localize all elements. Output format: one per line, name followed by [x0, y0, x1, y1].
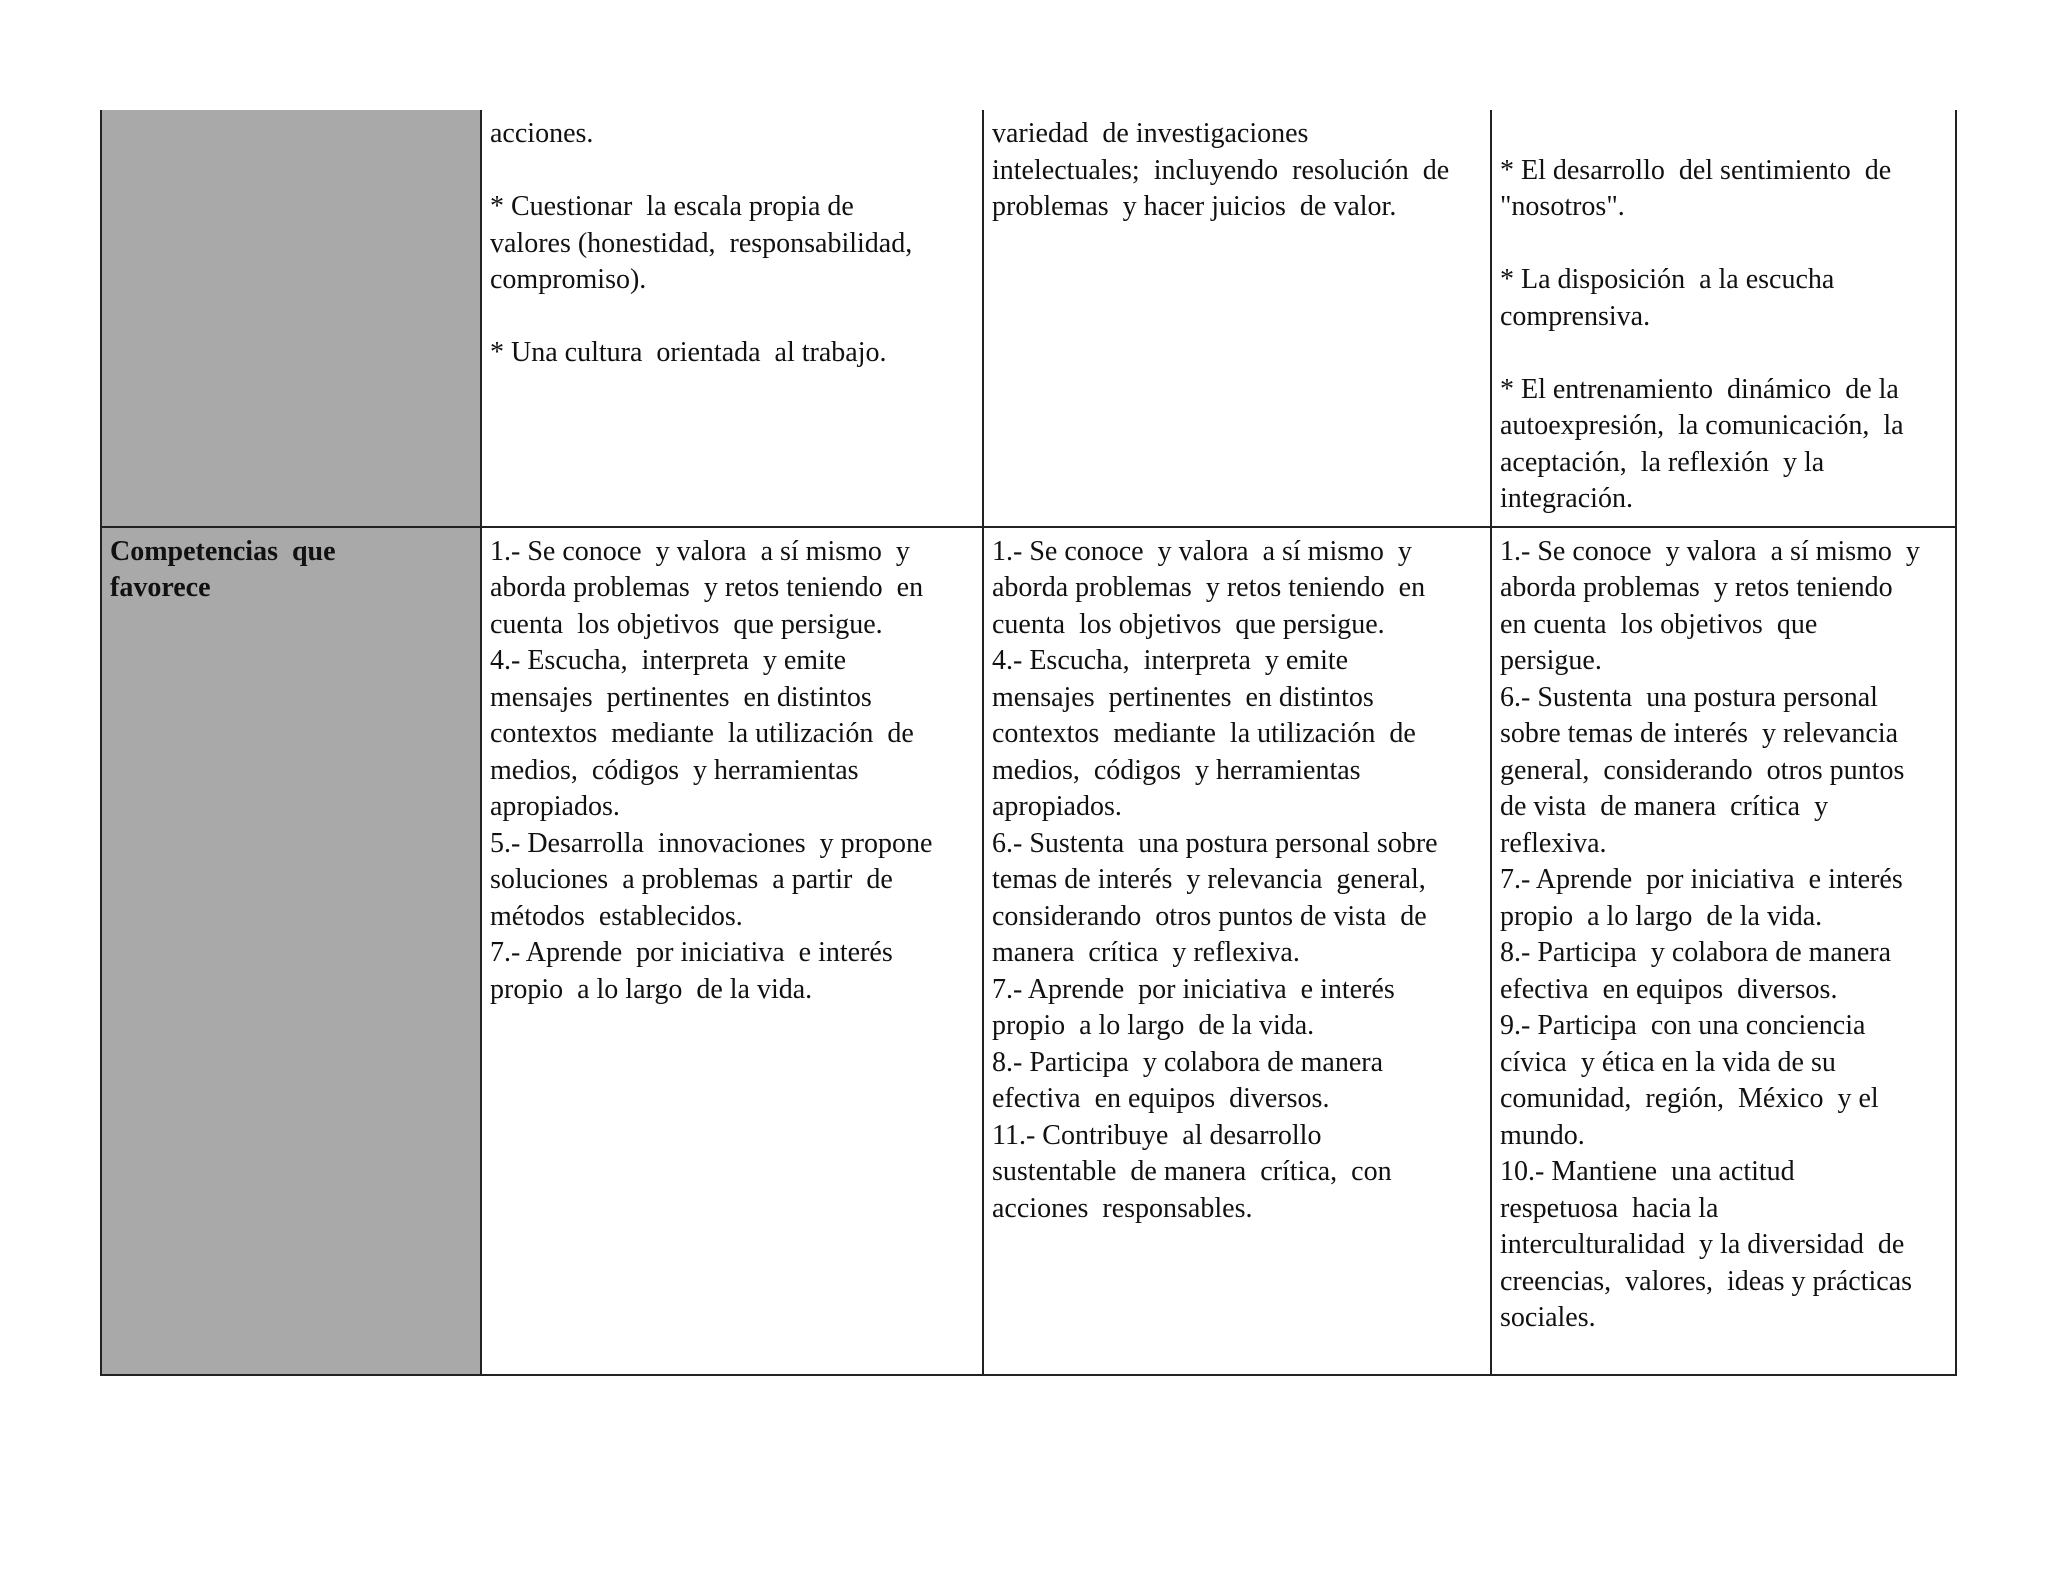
text-line: creencias, valores, ideas y prácticas [1500, 1265, 1913, 1297]
text-line: comunidad, región, México y el [1500, 1083, 1879, 1114]
text-line: 5.- Desarrolla innovaciones y propone [490, 827, 933, 859]
text-line: apropiados. [992, 791, 1122, 822]
text-line: aborda problemas y retos teniendo [1500, 572, 1893, 603]
text-line: interculturalidad y la diversidad de [1500, 1229, 1905, 1260]
text-line: 7.- Aprende por iniciativa e interés [490, 937, 893, 968]
text-line: aborda problemas y retos teniendo en [992, 572, 1426, 603]
text-line: considerando otros puntos de vista de [992, 900, 1427, 932]
row-label-competencias [101, 527, 481, 1375]
blank-line [1500, 116, 1945, 153]
text-line: "nosotros". [1500, 191, 1625, 222]
text-line: 10.- Mantiene una actitud [1500, 1156, 1795, 1187]
text-line: sobre temas de interés y relevancia [1500, 718, 1899, 749]
text-line: autoexpresión, la comunicación, la [1500, 410, 1904, 441]
text-line: 1.- Se conoce y valora a sí mismo y [490, 535, 910, 567]
text-line: cuenta los objetivos que persigue. [490, 608, 883, 640]
text-line: * Cuestionar la escala propia de [490, 191, 854, 222]
table-row [101, 527, 1956, 1375]
table-row [101, 110, 1956, 527]
text-line: 4.- Escucha, interpreta y emite [992, 645, 1349, 676]
text-line: mensajes pertinentes en distintos [490, 681, 872, 713]
text-line: medios, códigos y herramientas [992, 754, 1361, 786]
text-line: sociales. [1500, 1302, 1596, 1333]
text-line: de vista de manera crítica y [1500, 791, 1829, 822]
cell-col3 [1491, 527, 1956, 1375]
text-line: contextos mediante la utilización de [490, 718, 914, 749]
text-line: compromiso). [490, 264, 647, 295]
text-line: 7.- Aprende por iniciativa e interés [992, 973, 1395, 1005]
text-line: mensajes pertinentes en distintos [992, 681, 1374, 713]
text-line: intelectuales; incluyendo resolución de [992, 154, 1450, 186]
text-line: integración. [1500, 483, 1633, 514]
text-line: efectiva en equipos diversos. [1500, 973, 1838, 1005]
text-line: comprensiva. [1500, 300, 1651, 332]
text-line: * El entrenamiento dinámico de la [1500, 373, 1899, 405]
cell-col2 [983, 527, 1491, 1375]
blank-line [490, 153, 972, 190]
text-line: soluciones a problemas a partir de [490, 864, 893, 895]
text-line: cívica y ética en la vida de su [1500, 1046, 1836, 1078]
blank-line [1500, 226, 1945, 263]
blank-line [1500, 335, 1945, 372]
blank-line [490, 299, 972, 336]
text-line: 1.- Se conoce y valora a sí mismo y [992, 535, 1412, 567]
text-line: 9.- Participa con una conciencia [1500, 1010, 1866, 1041]
row-label-cell [101, 110, 481, 527]
text-line: aceptación, la reflexión y la [1500, 446, 1825, 478]
text-line: acciones. [490, 118, 594, 149]
text-line: aborda problemas y retos teniendo en [490, 572, 924, 603]
text-line: problemas y hacer juicios de valor. [992, 191, 1397, 222]
text-line: 8.- Participa y colabora de manera [1500, 937, 1892, 968]
text-line: 6.- Sustenta una postura personal [1500, 681, 1878, 713]
text-line: * La disposición a la escucha [1500, 264, 1835, 295]
text-line: en cuenta los objetivos que [1500, 608, 1818, 640]
text-line: métodos establecidos. [490, 900, 743, 932]
text-line: sustentable de manera crítica, con [992, 1156, 1392, 1187]
text-line: persigue. [1500, 645, 1602, 676]
text-line: propio a lo largo de la vida. [490, 973, 813, 1005]
text-line: reflexiva. [1500, 827, 1607, 859]
text-line: propio a lo largo de la vida. [992, 1010, 1315, 1041]
text-line: favorece [110, 572, 211, 603]
text-line: cuenta los objetivos que persigue. [992, 608, 1385, 640]
text-line: 6.- Sustenta una postura personal sobre [992, 827, 1438, 859]
text-line: apropiados. [490, 791, 620, 822]
text-line: temas de interés y relevancia general, [992, 864, 1426, 895]
text-line: mundo. [1500, 1119, 1585, 1151]
cell-col2 [983, 110, 1491, 527]
text-line: Competencias que [110, 535, 336, 567]
cell-col1 [481, 527, 983, 1375]
text-line: efectiva en equipos diversos. [992, 1083, 1330, 1114]
text-line: 1.- Se conoce y valora a sí mismo y [1500, 535, 1920, 567]
text-line: acciones responsables. [992, 1192, 1253, 1224]
text-line: 4.- Escucha, interpreta y emite [490, 645, 847, 676]
text-line: 7.- Aprende por iniciativa e interés [1500, 864, 1903, 895]
text-line: manera crítica y reflexiva. [992, 937, 1300, 968]
text-line: 11.- Contribuye al desarrollo [992, 1119, 1322, 1151]
competencies-table [100, 110, 1957, 1376]
text-line: contextos mediante la utilización de [992, 718, 1416, 749]
cell-col3 [1491, 110, 1956, 527]
cell-col1 [481, 110, 983, 527]
text-line: * El desarrollo del sentimiento de [1500, 154, 1892, 186]
text-line: variedad de investigaciones [992, 118, 1309, 149]
text-line: valores (honestidad, responsabilidad, [490, 227, 913, 259]
text-line: general, considerando otros puntos [1500, 754, 1905, 786]
text-line: 8.- Participa y colabora de manera [992, 1046, 1384, 1078]
text-line: respetuosa hacia la [1500, 1192, 1719, 1224]
text-line: propio a lo largo de la vida. [1500, 900, 1823, 932]
text-line: * Una cultura orientada al trabajo. [490, 337, 887, 368]
text-line: medios, códigos y herramientas [490, 754, 859, 786]
